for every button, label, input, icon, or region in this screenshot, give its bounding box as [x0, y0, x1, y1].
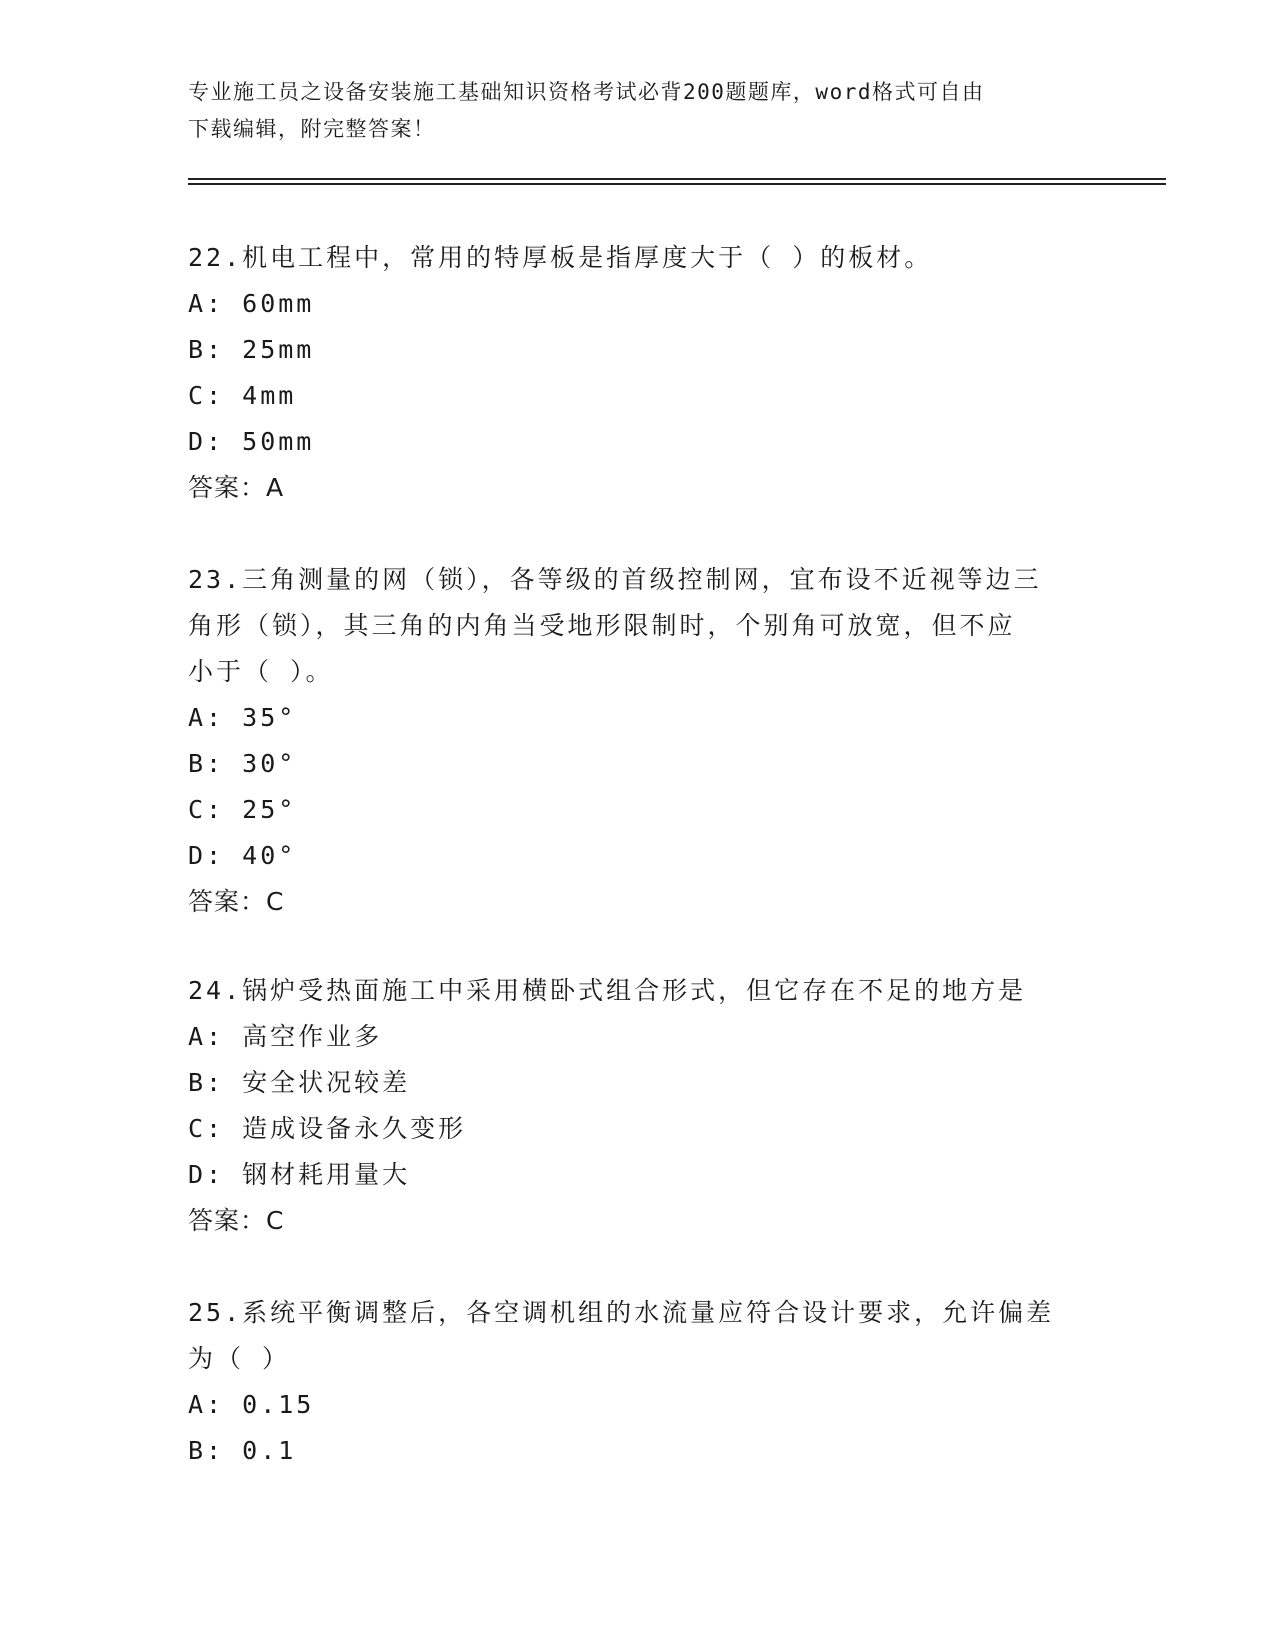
option-a: A: 0.15 — [188, 1390, 315, 1419]
option-a: A: 高空作业多 — [188, 1022, 383, 1051]
option-b: B: 25mm — [188, 335, 315, 364]
question-stem: 24.锅炉受热面施工中采用横卧式组合形式，但它存在不足的地方是 — [188, 976, 1027, 1005]
question-stem-line-1: 23.三角测量的网（锁），各等级的首级控制网，宜布设不近视等边三 — [188, 565, 1042, 594]
question-stem-line-3: 小于（ ）。 — [188, 657, 334, 686]
header-line-1: 专业施工员之设备安装施工基础知识资格考试必背200题题库，word格式可自由 — [188, 80, 985, 104]
option-b: B: 30° — [188, 749, 297, 778]
document-header — [188, 74, 1088, 148]
question-stem-line-2: 为（ ） — [188, 1344, 291, 1373]
question-23 — [188, 557, 1088, 925]
option-d: D: 40° — [188, 841, 297, 870]
option-c: C: 4mm — [188, 381, 297, 410]
option-b: B: 0.1 — [188, 1436, 297, 1465]
question-24 — [188, 968, 1088, 1244]
header-line-2: 下载编辑，附完整答案！ — [188, 117, 436, 141]
option-d: D: 50mm — [188, 427, 315, 456]
option-a: A: 60mm — [188, 289, 315, 318]
question-22 — [188, 235, 1088, 511]
answer-line: 答案：C — [188, 887, 285, 916]
answer-line: 答案：C — [188, 1206, 285, 1235]
option-a: A: 35° — [188, 703, 297, 732]
option-c: C: 造成设备永久变形 — [188, 1114, 467, 1143]
option-d: D: 钢材耗用量大 — [188, 1160, 411, 1189]
option-c: C: 25° — [188, 795, 297, 824]
header-divider-bottom — [188, 183, 1166, 185]
header-divider-top — [188, 178, 1166, 180]
question-stem: 22.机电工程中，常用的特厚板是指厚度大于（ ）的板材。 — [188, 243, 933, 272]
question-stem-line-2: 角形（锁），其三角的内角当受地形限制时，个别角可放宽，但不应 — [188, 611, 1016, 640]
answer-line: 答案：A — [188, 473, 285, 502]
question-25 — [188, 1290, 1088, 1474]
option-b: B: 安全状况较差 — [188, 1068, 411, 1097]
question-stem-line-1: 25.系统平衡调整后，各空调机组的水流量应符合设计要求，允许偏差 — [188, 1298, 1055, 1327]
